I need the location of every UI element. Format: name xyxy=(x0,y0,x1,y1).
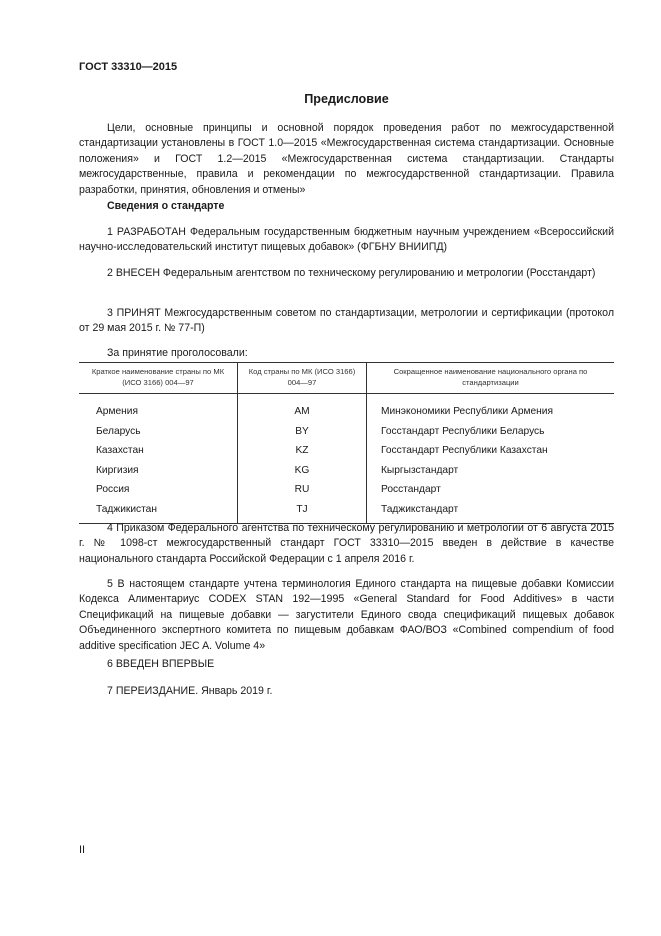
header-country-code: Код страны по МК (ИСО 3166) 004—97 xyxy=(238,363,367,394)
voting-table xyxy=(79,362,614,524)
page-number: II xyxy=(79,844,86,856)
intro-paragraph: Цели, основные принципы и основной порядок проведения работ по межгосударственной стандартизации установлены в ГОСТ 1.0—2015 «Межгосударственная система стандартизации. Основные положения» и ГОСТ 1.2—2015 «Межгосударственная система стандартизации. Стандарты межгосударственные, правила и рекомендации по межгосударственной стандартизации. Правила разработки, принятия, обновления и отмены» xyxy=(79,122,614,196)
cell-code: BY xyxy=(238,422,367,442)
header-country-name: Краткое наименование страны по МК (ИСО 3166) 004—97 xyxy=(79,363,238,394)
item-3-paragraph: 3 ПРИНЯТ Межгосударственным советом по стандартизации, метрологии и сертификации (протокол от 29 мая 2015 г. № 77-П) xyxy=(79,307,614,335)
table-row xyxy=(79,461,614,481)
cell-country: Россия xyxy=(96,484,130,496)
cell-country: Беларусь xyxy=(96,425,141,437)
cell-body: Минэкономики Республики Армения xyxy=(367,394,615,422)
item-2-paragraph: 2 ВНЕСЕН Федеральным агентством по техническому регулированию и метрологии (Росстандарт) xyxy=(107,267,596,279)
cell-code: AM xyxy=(238,394,367,422)
cell-country: Армения xyxy=(96,406,138,418)
table-header-row xyxy=(79,363,614,394)
table-row xyxy=(79,394,614,422)
page-title: Предисловие xyxy=(304,92,389,106)
section-subheading: Сведения о стандарте xyxy=(107,200,225,212)
cell-body: Госстандарт Республики Беларусь xyxy=(367,422,615,442)
cell-code: TJ xyxy=(238,500,367,523)
table-row xyxy=(79,422,614,442)
item-7-paragraph: 7 ПЕРЕИЗДАНИЕ. Январь 2019 г. xyxy=(107,685,273,697)
table-row xyxy=(79,480,614,500)
voted-label: За принятие проголосовали: xyxy=(107,347,248,359)
document-id-header: ГОСТ 33310—2015 xyxy=(79,61,178,73)
item-1-paragraph: 1 РАЗРАБОТАН Федеральным государственным бюджетным научным учреждением «Всероссийский научно-исследовательский институт пищевых добавок» (ФГБНУ ВНИИПД) xyxy=(79,226,614,254)
item-4-paragraph: 4 Приказом Федерального агентства по техническому регулированию и метрологии от 6 августа 2015 г. № 1098-ст межгосударственный стандарт ГОСТ 33310—2015 введен в действие в качестве национального стандарта Российской Федерации с 1 апреля 2016 г. xyxy=(79,522,614,565)
cell-country: Таджикистан xyxy=(79,500,238,523)
cell-code: RU xyxy=(238,480,367,500)
cell-country: Казахстан xyxy=(96,445,144,457)
item-6-paragraph: 6 ВВЕДЕН ВПЕРВЫЕ xyxy=(107,658,215,670)
cell-country: Киргизия xyxy=(96,464,139,476)
header-national-body: Сокращенное наименование национального органа по стандартизации xyxy=(367,363,615,394)
table-row xyxy=(79,500,614,523)
cell-code: KZ xyxy=(238,441,367,461)
cell-body: Кыргызстандарт xyxy=(367,461,615,481)
cell-body: Росстандарт xyxy=(367,480,615,500)
cell-body: Госстандарт Республики Казахстан xyxy=(367,441,615,461)
cell-body: Таджикстандарт xyxy=(367,500,615,523)
item-5-paragraph: 5 В настоящем стандарте учтена терминология Единого стандарта на пищевые добавки Комиссии Кодекса Алиментариус CODEX STAN 192—1995 «General Standard for Food Additives» в части Спецификаций на пищевые добавки — загустители Единого свода спецификаций пищевых добавок Объединенного экспертного комитета по пищевым добавкам ФАО/ВОЗ «Combined compendium of food additive specification JEC A. Volume 4» xyxy=(79,578,614,652)
cell-code: KG xyxy=(238,461,367,481)
table-row xyxy=(79,441,614,461)
